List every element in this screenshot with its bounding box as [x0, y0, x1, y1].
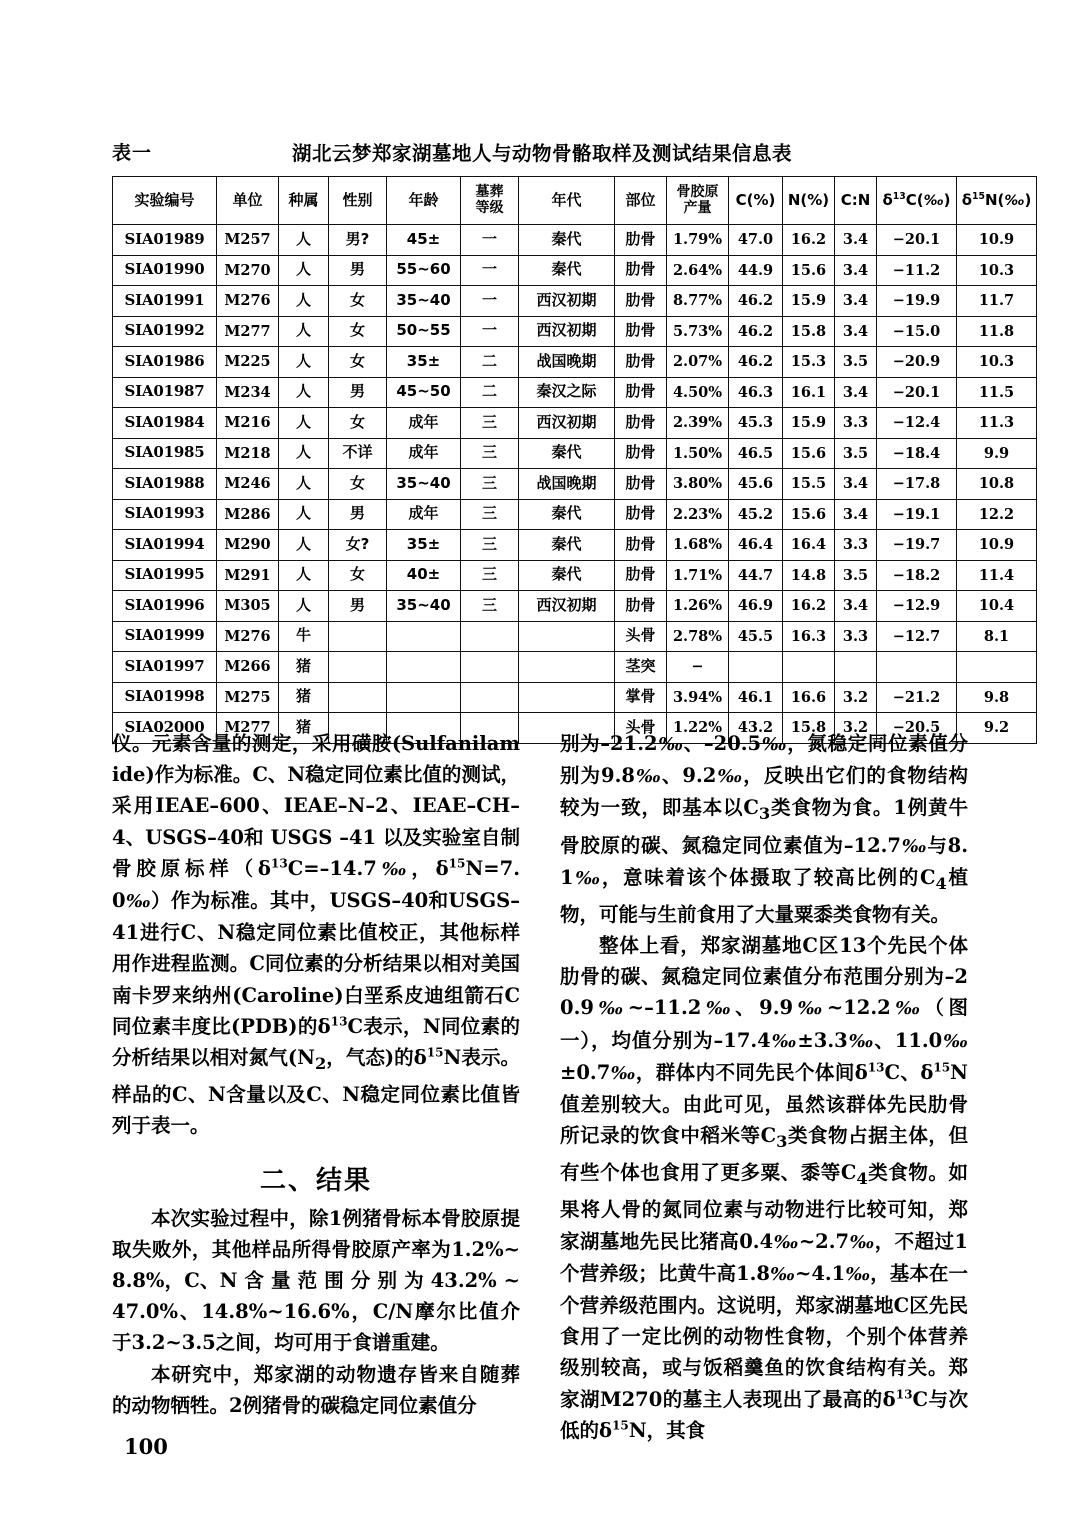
- cell-sp: 人: [279, 286, 329, 317]
- cell-d13c: −12.4: [877, 408, 957, 439]
- cell-cn: 3.4: [835, 591, 877, 622]
- cell-unit: M270: [217, 255, 279, 286]
- cell-id: SIA02000: [113, 713, 217, 744]
- cell-grade: 三: [461, 438, 519, 469]
- cell-cn: 3.5: [835, 560, 877, 591]
- cell-id: SIA01987: [113, 377, 217, 408]
- cell-id: SIA01992: [113, 316, 217, 347]
- cell-c: [729, 652, 783, 683]
- cell-yield: −: [667, 652, 729, 683]
- cell-grade: [461, 682, 519, 713]
- cell-c: 46.2: [729, 316, 783, 347]
- cell-grade: 一: [461, 255, 519, 286]
- cell-age: [387, 682, 461, 713]
- cell-yield: 5.73%: [667, 316, 729, 347]
- cell-sp: 人: [279, 225, 329, 256]
- cell-id: SIA01991: [113, 286, 217, 317]
- cell-cn: 3.4: [835, 499, 877, 530]
- column-header-carbon-percent: C(%): [729, 177, 783, 225]
- cell-cn: 3.5: [835, 438, 877, 469]
- cell-era: 秦代: [519, 530, 615, 561]
- cell-part: 肋骨: [615, 560, 667, 591]
- cell-c: 46.1: [729, 682, 783, 713]
- cell-n: 16.6: [783, 682, 835, 713]
- table-row: [113, 652, 1037, 683]
- cell-d13c: −19.7: [877, 530, 957, 561]
- cell-n: [783, 652, 835, 683]
- paragraph-animal-isotopes: 别为–21.2‰、–20.5‰，氮稳定同位素值分别为9.8‰、9.2‰，反映出它们的食物结构较为一致，即基本以$C_3$类食物为食。1例黄牛骨胶原的碳、氮稳定同位素值为–12.7‰与8.1‰，意味着该个体摄取了较高比例的$C_4$植物，可能与生前食用了大量粟黍类食物有关。: [560, 732, 969, 926]
- body-column-left: [112, 728, 520, 1417]
- cell-id: SIA01997: [113, 652, 217, 683]
- cell-age: 40±: [387, 560, 461, 591]
- cell-id: SIA01994: [113, 530, 217, 561]
- cell-d13c: −11.2: [877, 255, 957, 286]
- cell-sp: 猪: [279, 682, 329, 713]
- table-title: 湖北云梦郑家湖墓地人与动物骨骼取样及测试结果信息表: [291, 142, 792, 165]
- cell-era: 秦代: [519, 499, 615, 530]
- cell-age: 45±: [387, 225, 461, 256]
- cell-d13c: −20.9: [877, 347, 957, 378]
- cell-age: 35±: [387, 530, 461, 561]
- cell-unit: M276: [217, 286, 279, 317]
- table-row: [113, 591, 1037, 622]
- cell-d13c: −18.4: [877, 438, 957, 469]
- cell-era: [519, 682, 615, 713]
- cell-id: SIA01986: [113, 347, 217, 378]
- cell-sp: 人: [279, 377, 329, 408]
- cell-grade: 一: [461, 316, 519, 347]
- cell-d15n: 12.2: [957, 499, 1037, 530]
- cell-c: 46.5: [729, 438, 783, 469]
- cell-part: 头骨: [615, 621, 667, 652]
- cell-sp: 猪: [279, 652, 329, 683]
- cell-part: 掌骨: [615, 682, 667, 713]
- column-header-sex: 性别: [329, 177, 387, 225]
- cell-sex: 男: [329, 499, 387, 530]
- cell-cn: 3.4: [835, 316, 877, 347]
- cell-id: SIA01999: [113, 621, 217, 652]
- cell-n: 15.8: [783, 316, 835, 347]
- cell-era: 秦汉之际: [519, 377, 615, 408]
- cell-yield: 1.79%: [667, 225, 729, 256]
- cell-c: 45.3: [729, 408, 783, 439]
- cell-part: 肋骨: [615, 255, 667, 286]
- cell-grade: 三: [461, 469, 519, 500]
- cell-part: 茎突: [615, 652, 667, 683]
- cell-age: 成年: [387, 408, 461, 439]
- cell-yield: 1.68%: [667, 530, 729, 561]
- cell-unit: M216: [217, 408, 279, 439]
- cell-sex: 女?: [329, 530, 387, 561]
- cell-age: 50~55: [387, 316, 461, 347]
- cell-n: 15.9: [783, 286, 835, 317]
- cell-n: 16.4: [783, 530, 835, 561]
- cell-d15n: 9.8: [957, 682, 1037, 713]
- cell-grade: 三: [461, 560, 519, 591]
- table-label: 表一: [112, 142, 153, 164]
- cell-d13c: −19.1: [877, 499, 957, 530]
- cell-unit: M276: [217, 621, 279, 652]
- cell-yield: 2.07%: [667, 347, 729, 378]
- cell-unit: M218: [217, 438, 279, 469]
- table-row: [113, 499, 1037, 530]
- cell-grade: 三: [461, 499, 519, 530]
- cell-d15n: [957, 652, 1037, 683]
- cell-unit: M266: [217, 652, 279, 683]
- cell-unit: M286: [217, 499, 279, 530]
- article-body: [112, 728, 969, 1442]
- cell-era: 秦代: [519, 560, 615, 591]
- cell-c: 45.6: [729, 469, 783, 500]
- cell-sex: [329, 682, 387, 713]
- cell-era: 战国晚期: [519, 469, 615, 500]
- cell-part: 头骨: [615, 713, 667, 744]
- cell-sp: 人: [279, 255, 329, 286]
- cell-d15n: 10.4: [957, 591, 1037, 622]
- cell-unit: M277: [217, 713, 279, 744]
- cell-n: 15.6: [783, 438, 835, 469]
- table-row: [113, 347, 1037, 378]
- cell-cn: 3.4: [835, 469, 877, 500]
- cell-d15n: 9.9: [957, 438, 1037, 469]
- cell-grade: 一: [461, 225, 519, 256]
- table-row: [113, 255, 1037, 286]
- grade-line-1: 墓葬: [475, 183, 504, 200]
- paragraph-results-1: 本次实验过程中，除1例猪骨标本骨胶原提取失败外，其他样品所得骨胶原产率为1.2%~8.8%，C、N 含 量 范 围 分 别 为 43.2% ~47.0%、14.8%~16.6%，C/N摩尔比值介于3.2~3.5之间，均可用于食谱重建。: [112, 1206, 520, 1355]
- cell-era: 战国晚期: [519, 347, 615, 378]
- cell-n: 15.6: [783, 255, 835, 286]
- cell-sp: 人: [279, 347, 329, 378]
- table-row: [113, 377, 1037, 408]
- cell-age: 35~40: [387, 591, 461, 622]
- column-header-id: 实验编号: [113, 177, 217, 225]
- table-row: [113, 225, 1037, 256]
- paragraph-results-2: 本研究中，郑家湖的动物遗存皆来自随葬的动物牺牲。2例猪骨的碳稳定同位素值分: [112, 1362, 520, 1417]
- cell-d13c: [877, 652, 957, 683]
- cell-sex: 女: [329, 286, 387, 317]
- cell-d13c: −12.9: [877, 591, 957, 622]
- cell-id: SIA01998: [113, 682, 217, 713]
- cell-yield: 2.78%: [667, 621, 729, 652]
- paragraph-overall-analysis: 整体上看，郑家湖墓地C区13个先民个体肋骨的碳、氮稳定同位素值分布范围分别为–20.9‰~–11.2‰、9.9‰~12.2‰（图一），均值分别为–17.4‰±3.3‰、11.0‰±0.7‰，群体内不同先民个体间$\delta^{13}C$、$\delta^{15}N$值差别较大。由此可见，虽然该群体先民肋骨所记录的饮食中稻米等$C_3$类食物占据主体，但有些个体也食用了更多粟、黍等$C_4$类食物。如果将人骨的氮同位素与动物进行比较可知，郑家湖墓地先民比猪高0.4‰~2.7‰，不超过1个营养级；比黄牛高1.8‰~4.1‰，基本在一个营养级范围内。这说明，郑家湖墓地C区先民食用了一定比例的动物性食物，个别个体营养级别较高，或与饭稻羹鱼的饮食结构有关。郑家湖M270的墓主人表现出了最高的$\delta^{13}C$与次低的$\delta^{15}N$，其食: [560, 934, 969, 1442]
- table-header-row: [113, 177, 1037, 225]
- cell-sex: 女: [329, 560, 387, 591]
- cell-sex: 女: [329, 316, 387, 347]
- cell-era: [519, 621, 615, 652]
- cell-sex: 男: [329, 255, 387, 286]
- cell-sex: 女: [329, 469, 387, 500]
- cell-age: 成年: [387, 438, 461, 469]
- cell-id: SIA01995: [113, 560, 217, 591]
- cell-cn: 3.4: [835, 377, 877, 408]
- cell-id: SIA01988: [113, 469, 217, 500]
- cell-sp: 人: [279, 316, 329, 347]
- column-header-delta13c: $\delta^{13}C(‰)$: [877, 177, 957, 225]
- cell-sp: 猪: [279, 713, 329, 744]
- cell-d15n: 10.3: [957, 347, 1037, 378]
- cell-sp: 人: [279, 469, 329, 500]
- cell-d15n: 10.9: [957, 225, 1037, 256]
- table-caption: [112, 138, 972, 172]
- cell-c: 44.9: [729, 255, 783, 286]
- cell-d13c: −12.7: [877, 621, 957, 652]
- cell-grade: 二: [461, 347, 519, 378]
- paragraph-methods: 仪。元素含量的测定，采用磺胺(Sulfanilamide)作为标准。C、N稳定同位素比值的测试，采用IEAE–600、IEAE–N–2、IEAE–CH–4、USGS–40和 USGS –41 以及实验室自制骨胶原标样（$\delta^{13}C=-14.7‰$，$\delta^{15}N=7.0‰$）作为标准。其中，USGS–40和USGS–41进行C、N稳定同位素比值校正，其他标样用作进程监测。C同位素的分析结果以相对美国南卡罗来纳州(Caroline)白垩系皮迪组箭石C同位素丰度比(PDB)的$\delta^{13}C$表示，N同位素的分析结果以相对氮气($N_2$，气态)的$\delta^{15}N$表示。样品的C、N含量以及C、N稳定同位素比值皆列于表一。: [112, 732, 520, 1138]
- cell-sp: 人: [279, 591, 329, 622]
- cell-yield: 1.50%: [667, 438, 729, 469]
- cell-d13c: −19.9: [877, 286, 957, 317]
- cell-c: 46.2: [729, 286, 783, 317]
- column-header-era: 年代: [519, 177, 615, 225]
- cell-yield: 3.80%: [667, 469, 729, 500]
- cell-part: 肋骨: [615, 591, 667, 622]
- cell-unit: M225: [217, 347, 279, 378]
- cell-era: 西汉初期: [519, 408, 615, 439]
- cell-age: 成年: [387, 499, 461, 530]
- cell-cn: 3.2: [835, 682, 877, 713]
- column-header-collagen-yield: [667, 177, 729, 225]
- cell-part: 肋骨: [615, 286, 667, 317]
- cell-yield: 2.39%: [667, 408, 729, 439]
- cell-grade: [461, 652, 519, 683]
- cell-d13c: −15.0: [877, 316, 957, 347]
- cell-sp: 人: [279, 499, 329, 530]
- cell-part: 肋骨: [615, 469, 667, 500]
- section-heading-results: 二、结果: [259, 1165, 372, 1196]
- table-row: [113, 560, 1037, 591]
- cell-cn: 3.2: [835, 713, 877, 744]
- cell-n: 16.2: [783, 591, 835, 622]
- cell-sex: 男: [329, 591, 387, 622]
- cell-unit: M257: [217, 225, 279, 256]
- cell-part: 肋骨: [615, 316, 667, 347]
- cell-n: 15.9: [783, 408, 835, 439]
- cell-id: SIA01996: [113, 591, 217, 622]
- cell-era: 秦代: [519, 438, 615, 469]
- cell-unit: M234: [217, 377, 279, 408]
- cell-sex: 男: [329, 377, 387, 408]
- cell-sex: 女: [329, 347, 387, 378]
- cell-yield: 2.23%: [667, 499, 729, 530]
- cell-unit: M275: [217, 682, 279, 713]
- column-header-delta15n: $\delta^{15}N(‰)$: [957, 177, 1037, 225]
- cell-unit: M290: [217, 530, 279, 561]
- cell-c: 46.2: [729, 347, 783, 378]
- cell-sp: 牛: [279, 621, 329, 652]
- cell-age: [387, 652, 461, 683]
- cell-grade: 三: [461, 591, 519, 622]
- table-row: [113, 682, 1037, 713]
- cell-yield: 4.50%: [667, 377, 729, 408]
- cell-d15n: 10.8: [957, 469, 1037, 500]
- cell-grade: 二: [461, 377, 519, 408]
- sample-results-table: [112, 176, 1032, 744]
- cell-part: 肋骨: [615, 377, 667, 408]
- cell-sp: 人: [279, 438, 329, 469]
- cell-sp: 人: [279, 530, 329, 561]
- cell-sex: [329, 621, 387, 652]
- column-header-age: 年龄: [387, 177, 461, 225]
- cell-age: 55~60: [387, 255, 461, 286]
- cell-sp: 人: [279, 408, 329, 439]
- cell-unit: M277: [217, 316, 279, 347]
- column-header-nitrogen-percent: N(%): [783, 177, 835, 225]
- cell-part: 肋骨: [615, 225, 667, 256]
- cell-n: 16.1: [783, 377, 835, 408]
- cell-id: SIA01984: [113, 408, 217, 439]
- column-header-species: 种属: [279, 177, 329, 225]
- table-row: [113, 530, 1037, 561]
- cell-c: 47.0: [729, 225, 783, 256]
- cell-yield: 8.77%: [667, 286, 729, 317]
- cell-yield: 1.26%: [667, 591, 729, 622]
- cell-d15n: 10.9: [957, 530, 1037, 561]
- cell-era: 西汉初期: [519, 591, 615, 622]
- cell-c: 46.9: [729, 591, 783, 622]
- cell-part: 肋骨: [615, 499, 667, 530]
- cell-era: 秦代: [519, 255, 615, 286]
- cell-c: 46.4: [729, 530, 783, 561]
- cell-c: 43.2: [729, 713, 783, 744]
- cell-d13c: −17.8: [877, 469, 957, 500]
- body-column-right: [560, 728, 969, 1442]
- cell-d15n: 11.7: [957, 286, 1037, 317]
- cell-n: 16.3: [783, 621, 835, 652]
- cell-d15n: 11.8: [957, 316, 1037, 347]
- cell-cn: 3.4: [835, 225, 877, 256]
- cell-age: 35~40: [387, 469, 461, 500]
- cell-n: 15.5: [783, 469, 835, 500]
- column-header-cn-ratio: C:N: [835, 177, 877, 225]
- cell-d13c: −18.2: [877, 560, 957, 591]
- cell-cn: 3.4: [835, 255, 877, 286]
- cell-unit: M305: [217, 591, 279, 622]
- cell-id: SIA01985: [113, 438, 217, 469]
- cell-sex: 不详: [329, 438, 387, 469]
- cell-n: 14.8: [783, 560, 835, 591]
- cell-d13c: −20.1: [877, 225, 957, 256]
- cell-yield: 2.64%: [667, 255, 729, 286]
- cell-d15n: 11.5: [957, 377, 1037, 408]
- cell-d13c: −20.5: [877, 713, 957, 744]
- cell-cn: 3.4: [835, 286, 877, 317]
- table-row: [113, 316, 1037, 347]
- table-row: [113, 621, 1037, 652]
- cell-d13c: −20.1: [877, 377, 957, 408]
- table-row: [113, 469, 1037, 500]
- table-row: [113, 438, 1037, 469]
- cell-sex: [329, 652, 387, 683]
- cell-part: 肋骨: [615, 530, 667, 561]
- cell-sex: 女: [329, 408, 387, 439]
- cell-d13c: −21.2: [877, 682, 957, 713]
- cell-id: SIA01989: [113, 225, 217, 256]
- cell-n: 16.2: [783, 225, 835, 256]
- table-row: [113, 286, 1037, 317]
- cell-n: 15.8: [783, 713, 835, 744]
- table-row: [113, 408, 1037, 439]
- cell-era: 秦代: [519, 225, 615, 256]
- cell-yield: 1.22%: [667, 713, 729, 744]
- cell-cn: 3.3: [835, 530, 877, 561]
- cell-grade: 一: [461, 286, 519, 317]
- cell-era: 西汉初期: [519, 286, 615, 317]
- column-header-part: 部位: [615, 177, 667, 225]
- cell-cn: 3.3: [835, 621, 877, 652]
- cell-age: 35~40: [387, 286, 461, 317]
- cell-age: 45~50: [387, 377, 461, 408]
- cell-id: SIA01990: [113, 255, 217, 286]
- column-header-unit: 单位: [217, 177, 279, 225]
- cell-sp: 人: [279, 560, 329, 591]
- cell-d15n: 10.3: [957, 255, 1037, 286]
- table-body: [113, 225, 1037, 744]
- cell-d15n: 8.1: [957, 621, 1037, 652]
- cell-d15n: 9.2: [957, 713, 1037, 744]
- cell-cn: 3.5: [835, 347, 877, 378]
- cell-yield: 1.71%: [667, 560, 729, 591]
- cell-id: SIA01993: [113, 499, 217, 530]
- cell-cn: 3.3: [835, 408, 877, 439]
- cell-era: 西汉初期: [519, 316, 615, 347]
- cell-part: 肋骨: [615, 438, 667, 469]
- cell-grade: 三: [461, 530, 519, 561]
- cell-c: 44.7: [729, 560, 783, 591]
- cell-age: 35±: [387, 347, 461, 378]
- cell-cn: [835, 652, 877, 683]
- cell-c: 46.3: [729, 377, 783, 408]
- cell-grade: 三: [461, 408, 519, 439]
- column-header-grade: [461, 177, 519, 225]
- cell-unit: M291: [217, 560, 279, 591]
- cell-part: 肋骨: [615, 347, 667, 378]
- cell-age: [387, 621, 461, 652]
- cell-n: 15.6: [783, 499, 835, 530]
- cell-c: 45.2: [729, 499, 783, 530]
- grade-line-2: 等级: [475, 199, 504, 216]
- cell-d15n: 11.3: [957, 408, 1037, 439]
- cell-n: 15.3: [783, 347, 835, 378]
- cell-unit: M246: [217, 469, 279, 500]
- cell-grade: [461, 621, 519, 652]
- cell-sex: 男?: [329, 225, 387, 256]
- cell-part: 肋骨: [615, 408, 667, 439]
- page-number: 100: [124, 1434, 168, 1459]
- cell-d15n: 11.4: [957, 560, 1037, 591]
- yield-line-2: 产量: [683, 199, 712, 216]
- cell-era: [519, 652, 615, 683]
- cell-c: 45.5: [729, 621, 783, 652]
- yield-line-1: 骨胶原: [676, 183, 719, 200]
- cell-yield: 3.94%: [667, 682, 729, 713]
